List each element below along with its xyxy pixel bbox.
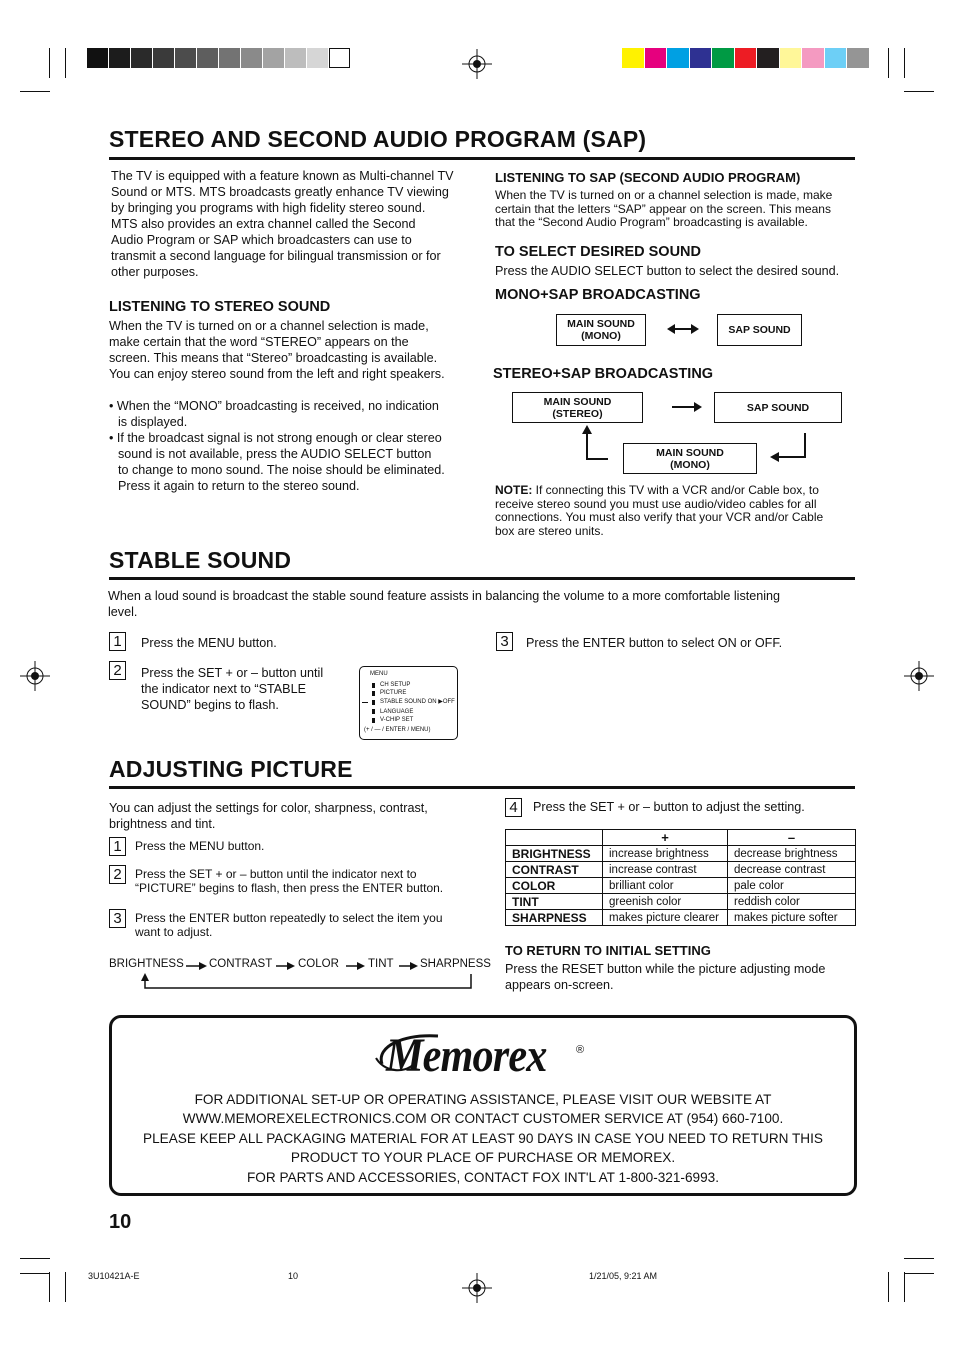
stereo-text: When the TV is turned on or a channel selection is made, make certain that the word “STEREO” appears on the screen. This means that “Stereo” broadcasting is available. You can enjoy stereo sound from the left and right speakers. [109,319,445,381]
color-swatch [197,48,218,68]
up-arrow-icon [578,425,610,461]
table-row: TINT greenish color reddish color [506,894,856,910]
color-swatch [645,48,667,68]
right-arrow-icon [399,962,418,970]
table-row: COLOR brilliant color pale color [506,878,856,894]
registration-target-icon [462,1273,492,1303]
mono-sap-heading: MONO+SAP BROADCASTING [495,287,701,303]
right-arrow-icon [346,962,365,970]
section-divider [109,577,855,580]
sap-section-title: STEREO AND SECOND AUDIO PROGRAM (SAP) [109,126,647,152]
plus-header: + [603,830,728,846]
section-divider [109,157,855,160]
stable-section-title: STABLE SOUND [109,547,292,573]
picture-step1: Press the MENU button. [135,839,265,853]
main-sound-mono-box: MAIN SOUND (MONO) [556,314,646,346]
return-text: Press the RESET button while the picture adjusting mode appears on-screen. [505,962,826,992]
color-swatch [87,48,108,68]
registration-target-icon [904,661,934,691]
print-date: 1/21/05, 9:21 AM [589,1271,658,1281]
section-divider [109,786,855,789]
color-swatch [263,48,284,68]
stable-intro: When a loud sound is broadcast the stable sound feature assists in balancing the volume to a more comfortable listening level. [108,589,781,619]
sap-text: When the TV is turned on or a channel selection is made, make certain that the letters “SAP” appear on the screen. This means that the “Second Audio Program” broadcasting is available. [495,188,833,229]
right-arrow-icon [276,962,295,970]
sap-sound-box-2: SAP SOUND [714,392,842,423]
table-row: CONTRAST increase contrast decrease contrast [506,862,856,878]
color-swatch [219,48,240,68]
return-heading: TO RETURN TO INITIAL SETTING [505,943,711,958]
double-arrow-icon [667,322,699,336]
stereo-heading: LISTENING TO STEREO SOUND [109,299,331,315]
step-number: 1 [109,837,126,856]
registration-target-icon [462,49,492,79]
sap-sound-box: SAP SOUND [717,314,802,346]
color-swatch [667,48,689,68]
color-swatch [109,48,130,68]
stable-step2: Press the SET + or – button until the indicator next to “STABLE SOUND” begins to flash. [141,666,324,712]
color-swatch [825,48,847,68]
sap-heading: LISTENING TO SAP (SECOND AUDIO PROGRAM) [495,170,801,185]
step-number: 4 [505,798,522,817]
color-swatch [757,48,779,68]
right-arrow-icon [672,400,702,414]
picture-step2: Press the SET + or – button until the indicator next to “PICTURE” begins to flash, then press the ENTER button. [135,867,444,895]
color-swatch [847,48,869,68]
stereo-sap-heading: STEREO+SAP BROADCASTING [493,366,714,382]
color-swatch [690,48,712,68]
stable-step1: Press the MENU button. [141,636,277,650]
main-sound-mono-box-2: MAIN SOUND (MONO) [623,443,757,474]
color-swatch [780,48,802,68]
color-swatch [802,48,824,68]
flow-arrows [109,958,494,990]
color-swatch [307,48,328,68]
loop-back-arrow-icon [141,973,471,988]
table-header-row [506,830,856,846]
color-swatch [153,48,174,68]
picture-step4: Press the SET + or – button to adjust the setting. [533,800,805,814]
print-page: 10 [288,1271,299,1281]
stable-sound-menu-screen: MENU CH SETUP PICTURE STABLE SOUND ON ▶OFF LANGUAGE V-CHIP SET (+ / — / ENTER / MENU) [359,666,458,740]
picture-intro: You can adjust the settings for color, sharpness, contrast, brightness and tint. [109,801,428,831]
registration-target-icon [20,661,50,691]
color-swatch [712,48,734,68]
weak-signal-bullet: • If the broadcast signal is not strong enough or clear stereo sound is not available, press the AUDIO SELECT button to change to mono sound. The noise should be eliminated. Press it again to return to the stereo sound. [109,431,445,493]
step-number: 2 [109,865,126,884]
select-text: Press the AUDIO SELECT button to select the desired sound. [495,264,840,278]
color-swatch [241,48,262,68]
color-swatch [175,48,196,68]
table-row: BRIGHTNESS increase brightness decrease brightness [506,846,856,862]
picture-adjust-table [505,829,856,926]
picture-section-title: ADJUSTING PICTURE [109,756,353,782]
contact-text: FOR ADDITIONAL SET-UP OR OPERATING ASSISTANCE, PLEASE VISIT OUR WEBSITE AT WWW.MEMOREXELECTRONICS.COM OR CONTACT CUSTOMER SERVICE AT (954) 660-7100. PLEASE KEEP ALL PACKAGING MATERIAL FOR AT LEAST 90 DAYS IN CASE YOU NEED TO RETURN THIS PRODUCT TO YOUR PLACE OF PURCHASE OR MEMOREX. FOR PARTS AND ACCESSORIES, CONTACT FOX INT'L AT 1-800-321-6993. [143,1092,823,1185]
memorex-logo: Memorex ® [374,1024,614,1086]
page-number: 10 [109,1211,132,1233]
picture-step3: Press the ENTER button repeatedly to select the item you want to adjust. [135,911,443,939]
color-swatch [329,48,350,68]
color-swatch [622,48,644,68]
color-swatch [131,48,152,68]
step-number: 1 [109,632,126,651]
mono-bullet: • When the “MONO” broadcasting is received, no indication is displayed. [109,399,439,429]
sap-intro: The TV is equipped with a feature known as Multi-channel TV Sound or MTS. MTS broadcasts greatly enhance TV viewing by bringing you programs with high fidelity stereo sound. MTS also provides an extra channel called the Second Audio Program or SAP which broadcasters can use to transmit a second language for bilingual transmission or for other purposes. [111,169,454,279]
stable-step3: Press the ENTER button to select ON or OFF. [526,636,783,650]
select-heading: TO SELECT DESIRED SOUND [495,244,701,260]
main-sound-stereo-box: MAIN SOUND (STEREO) [512,392,643,423]
print-code: 3U10421A-E [88,1271,140,1281]
color-swatch [285,48,306,68]
color-swatch [735,48,757,68]
sap-note: NOTE: If connecting this TV with a VCR and/or Cable box, to receive stereo sound you must use audio/video cables for all connections. You must also verify that your VCR and/or Cable box are stereo units. [495,483,824,538]
right-arrow-icon [186,962,207,970]
step-number: 2 [109,661,126,680]
contact-info-box [109,1015,857,1196]
table-row: SHARPNESS makes picture clearer makes picture softer [506,910,856,926]
step-number: 3 [109,909,126,928]
minus-header: – [728,830,856,846]
return-arrow-icon [770,433,808,463]
step-number: 3 [496,632,513,651]
